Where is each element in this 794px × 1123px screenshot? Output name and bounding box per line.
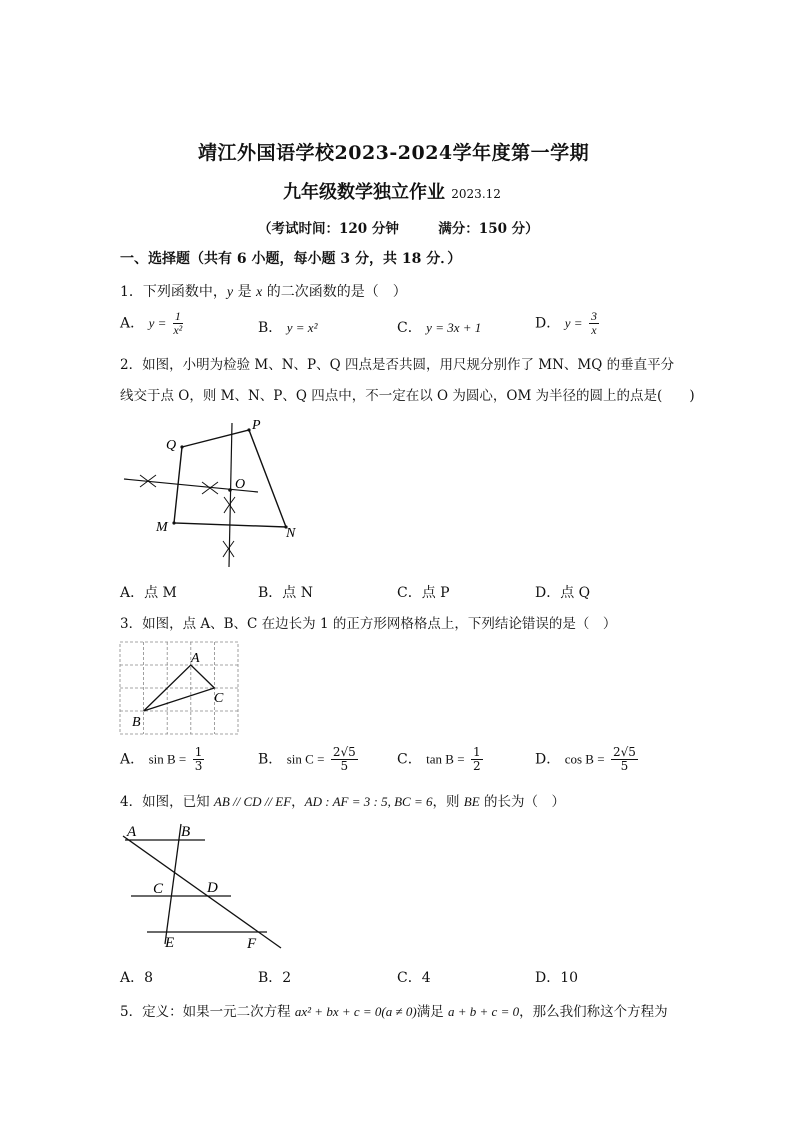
- q4-option-d: D．10: [535, 970, 579, 986]
- q3-option-c-fraction: [471, 746, 483, 773]
- q3-option-c: [397, 746, 485, 773]
- q4-text-a: 4．如图，已知: [120, 794, 214, 810]
- q2-label-m: M: [156, 520, 168, 535]
- q3-label-b: B: [132, 715, 141, 730]
- q2-label-n: N: [286, 526, 296, 541]
- q1-option-a-den: x²: [173, 323, 183, 337]
- q3-option-d-den: 5: [620, 759, 629, 773]
- q2-option-c: C．点 P: [397, 585, 450, 601]
- q2-label-o: O: [235, 477, 246, 492]
- q4-text-c: 的长为（ ）: [479, 794, 565, 810]
- q2-label-q: Q: [166, 438, 177, 453]
- document-title: 靖江外国语学校2023-2024学年度第一学期: [198, 142, 590, 164]
- q3-option-a-fraction: [193, 746, 205, 773]
- q2-arc-mark-3: [224, 497, 235, 513]
- q5-equation: ax² + bx + c = 0(a ≠ 0): [294, 1004, 417, 1019]
- q1-option-c-label: C．: [397, 320, 422, 336]
- q3-option-b-fraction: [331, 746, 358, 773]
- question-2-line2: 线交于点 O，则 M、N、P、Q 四点中，不一定在以 O 为圆心，OM 为半径的圆上的点是( ): [120, 388, 695, 404]
- q5-text-a: 5．定义：如果一元二次方程: [120, 1004, 295, 1020]
- question-5-stem: [120, 1000, 668, 1020]
- q4-transversal-be: [165, 824, 181, 944]
- q4-segment-be: BE: [463, 794, 480, 809]
- q3-option-a-num: 1: [194, 745, 203, 759]
- q1-option-b-label: B．: [258, 320, 283, 336]
- exam-time: （考试时间：120 分钟: [258, 221, 399, 237]
- q1-option-d-lhs: y =: [564, 315, 583, 331]
- q1-option-a-label: A．: [120, 315, 145, 332]
- q4-label-b: B: [181, 824, 191, 840]
- question-4-stem: [120, 790, 565, 810]
- q4-label-c: C: [153, 881, 164, 897]
- q2-point-o: [228, 488, 232, 492]
- q4-label-f: F: [247, 936, 257, 952]
- section-heading: 一、选择题（共有 6 小题，每小题 3 分，共 18 分．）: [120, 251, 462, 267]
- q5-text-b: 满足: [416, 1004, 449, 1020]
- document-subtitle: [283, 178, 501, 204]
- q3-option-c-den: 2: [473, 759, 481, 773]
- q1-option-a-fraction: [173, 310, 183, 337]
- q1-option-d-fraction: [589, 310, 599, 337]
- q3-option-d-label: D．: [535, 751, 561, 768]
- q2-label-p: P: [252, 418, 261, 433]
- subtitle-date: 2023.12: [451, 187, 501, 201]
- q1-option-d-den: x: [591, 323, 597, 337]
- q2-option-b: B．点 N: [258, 585, 313, 601]
- q4-option-a: A．8: [120, 970, 154, 986]
- q3-option-a: [120, 746, 206, 773]
- q1-option-d-label: D．: [535, 315, 561, 332]
- q5-text-c: ，那么我们称这个方程为: [519, 1004, 668, 1020]
- q1-text-b: 是: [233, 284, 257, 300]
- q4-option-c: C．4: [397, 970, 431, 986]
- q3-label-a: A: [191, 651, 200, 666]
- q3-option-d: [535, 746, 640, 773]
- q3-option-b-label: B．: [258, 751, 283, 768]
- q5-condition: a + b + c = 0: [448, 1004, 520, 1019]
- q4-label-a: A: [127, 824, 137, 840]
- q4-transversal-af: [123, 836, 281, 948]
- q2-option-d: D．点 Q: [535, 585, 591, 601]
- q2-option-a: A．点 M: [120, 585, 177, 601]
- q3-grid-figure: [118, 640, 242, 738]
- q4-label-e: E: [165, 935, 175, 951]
- q3-option-d-lhs: cos B =: [564, 751, 605, 767]
- subtitle-text: 九年级数学独立作业: [283, 182, 445, 203]
- q3-option-a-den: 3: [194, 759, 203, 773]
- q1-option-c: [397, 317, 481, 337]
- q4-text-b: ，则: [432, 794, 464, 810]
- q4-label-d: D: [207, 880, 218, 896]
- question-2-line1: 2．如图，小明为检验 M、N、P、Q 四点是否共圆，用尺规分别作了 MN、MQ 的垂直平分: [120, 357, 675, 373]
- q1-option-a-num: 1: [174, 309, 181, 323]
- q1-text-a: 1．下列函数中，: [120, 284, 227, 300]
- q1-var-y: y: [226, 285, 234, 300]
- question-3-stem: 3．如图，点 A、B、C 在边长为 1 的正方形网格格点上，下列结论错误的是（ ）: [120, 616, 617, 632]
- q2-point-p: [247, 428, 250, 431]
- q1-option-d: [535, 310, 601, 337]
- q3-option-b: [258, 746, 360, 773]
- q3-option-d-num: 2√5: [612, 745, 636, 759]
- q2-arc-mark-4: [223, 541, 234, 557]
- q3-option-c-lhs: tan B =: [426, 751, 465, 767]
- q1-text-c: 的二次函数的是（ ）: [262, 284, 407, 300]
- q3-option-b-den: 5: [340, 759, 349, 773]
- q3-option-a-lhs: sin B =: [148, 751, 187, 767]
- question-1-stem: [120, 281, 407, 301]
- q2-figure: [118, 415, 298, 575]
- q3-option-c-num: 1: [473, 745, 481, 759]
- q2-point-m: [172, 521, 175, 524]
- q1-option-b-expr: y = x²: [286, 320, 318, 335]
- q3-option-b-num: 2√5: [332, 745, 356, 759]
- exam-info: [258, 217, 539, 237]
- q1-option-c-expr: y = 3x + 1: [426, 320, 482, 335]
- q3-option-d-fraction: [611, 746, 638, 773]
- q1-var-x: x: [256, 285, 263, 300]
- q4-separator: ，: [291, 794, 305, 810]
- q4-figure: [115, 818, 290, 953]
- q1-option-a-lhs: y =: [148, 315, 167, 331]
- q4-condition-ratio: AD : AF = 3 : 5, BC = 6: [304, 794, 433, 809]
- q3-option-a-label: A．: [120, 751, 145, 768]
- q2-point-q: [180, 445, 183, 448]
- q4-option-b: B．2: [258, 970, 292, 986]
- q3-option-b-lhs: sin C =: [286, 751, 325, 767]
- q1-option-d-num: 3: [590, 309, 597, 323]
- q3-triangle: [144, 665, 215, 711]
- q3-label-c: C: [214, 691, 224, 706]
- q1-option-a: [120, 310, 185, 337]
- q3-option-c-label: C．: [397, 751, 422, 768]
- q1-option-b: [258, 317, 317, 337]
- q4-condition-parallel: AB // CD // EF: [213, 794, 292, 809]
- full-score: 满分：150 分）: [438, 221, 539, 237]
